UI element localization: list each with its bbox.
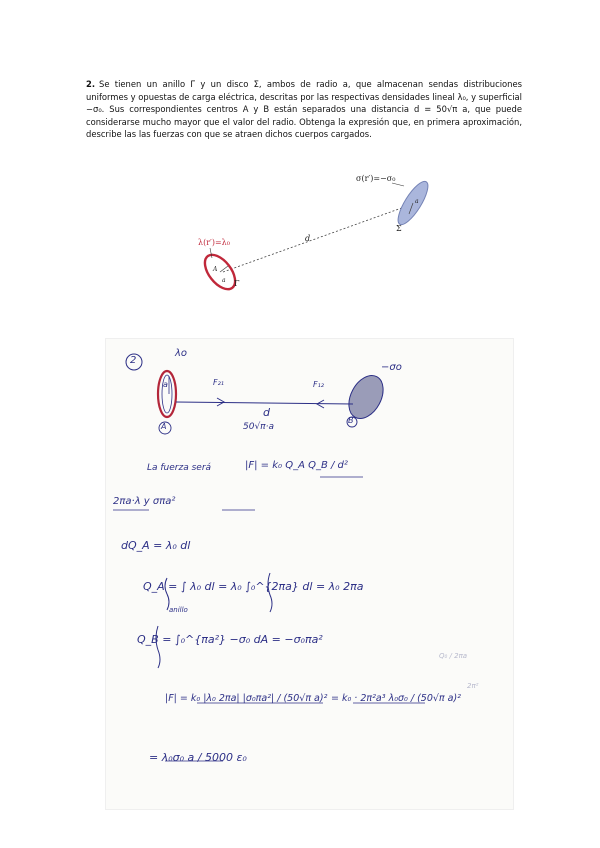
line2: 2πa·λ y σπa²: [113, 496, 176, 507]
lambda0-label: λo: [175, 348, 188, 359]
line6b: = k₀ · 2π²a³ λ₀σ₀ / (50√π a)²: [331, 693, 461, 704]
ring-a-note: a: [163, 380, 168, 389]
line3: dQ_A = λ₀ dl: [121, 539, 191, 552]
problem-number: 2.: [86, 79, 96, 89]
ring-a-label: a: [222, 277, 226, 284]
handwritten-solution: [105, 338, 514, 810]
notes-ring: [158, 371, 176, 417]
line6a: |F| = k₀ |λ₀ 2πa| |σ₀πa²| / (50√π a)²: [165, 693, 328, 704]
circled-number: 2: [130, 355, 137, 366]
minus-sigma0-label: −σo: [381, 362, 402, 373]
problem-text: Se tienen un anillo Γ y un disco Σ, ambos de radio a, que almacenan sendas distribuciones uniformes y opuestas de carga eléctrica, descritas por las respectivas densidades lineal λ₀, y superficial −σ₀. Sus correspondientes centros A y B están separados una distancia d = 50√π a, que puede considerarse mucho mayor que el valor del radio. Obtenga la expresión que, en primera aproximación, describe las las fuerzas con que se atraen dichos cuerpos cargados.: [86, 79, 522, 140]
notes-axis: [176, 402, 353, 404]
line6c: 2π²: [467, 682, 479, 690]
ring-label: Γ: [234, 279, 240, 288]
line1-prefix: La fuerza será: [147, 463, 212, 473]
ring-radius: [220, 266, 228, 272]
line4-sub: anillo: [169, 606, 188, 614]
line5: Q_B = ∫₀^{πa²} −σ₀ dA = −σ₀πa²: [137, 633, 323, 646]
sigma-label: σ(r′)=−σ₀: [356, 174, 396, 183]
line4: Q_A = ∫ λ₀ dl = λ₀ ∫₀^{2πa} dl = λ₀ 2πa: [143, 580, 364, 593]
line1-formula: |F| = k₀ Q_A Q_B / d²: [245, 460, 348, 471]
d-note: d: [263, 406, 270, 419]
f21-label: F₂₁: [213, 378, 225, 387]
distance-line: [223, 205, 410, 272]
lambda-arrow: [210, 248, 212, 258]
f12-label: F₁₂: [313, 380, 325, 389]
notes-sketch: [105, 338, 514, 810]
distance-label: d: [305, 234, 311, 243]
ring-A-label: A: [213, 266, 218, 273]
lambda-label: λ(r′)=λ₀: [198, 238, 230, 247]
side-note: Q₀ / 2πa: [439, 652, 468, 660]
B-note: B: [348, 416, 354, 425]
line7: = λ₀σ₀ a / 5000 ε₀: [149, 751, 247, 764]
disk-a-label: a: [415, 198, 419, 205]
disk-label: Σ: [396, 224, 402, 233]
A-note: A: [161, 422, 167, 431]
d-value-note: 50√π·a: [243, 422, 274, 432]
sigma-arrow: [392, 183, 404, 186]
